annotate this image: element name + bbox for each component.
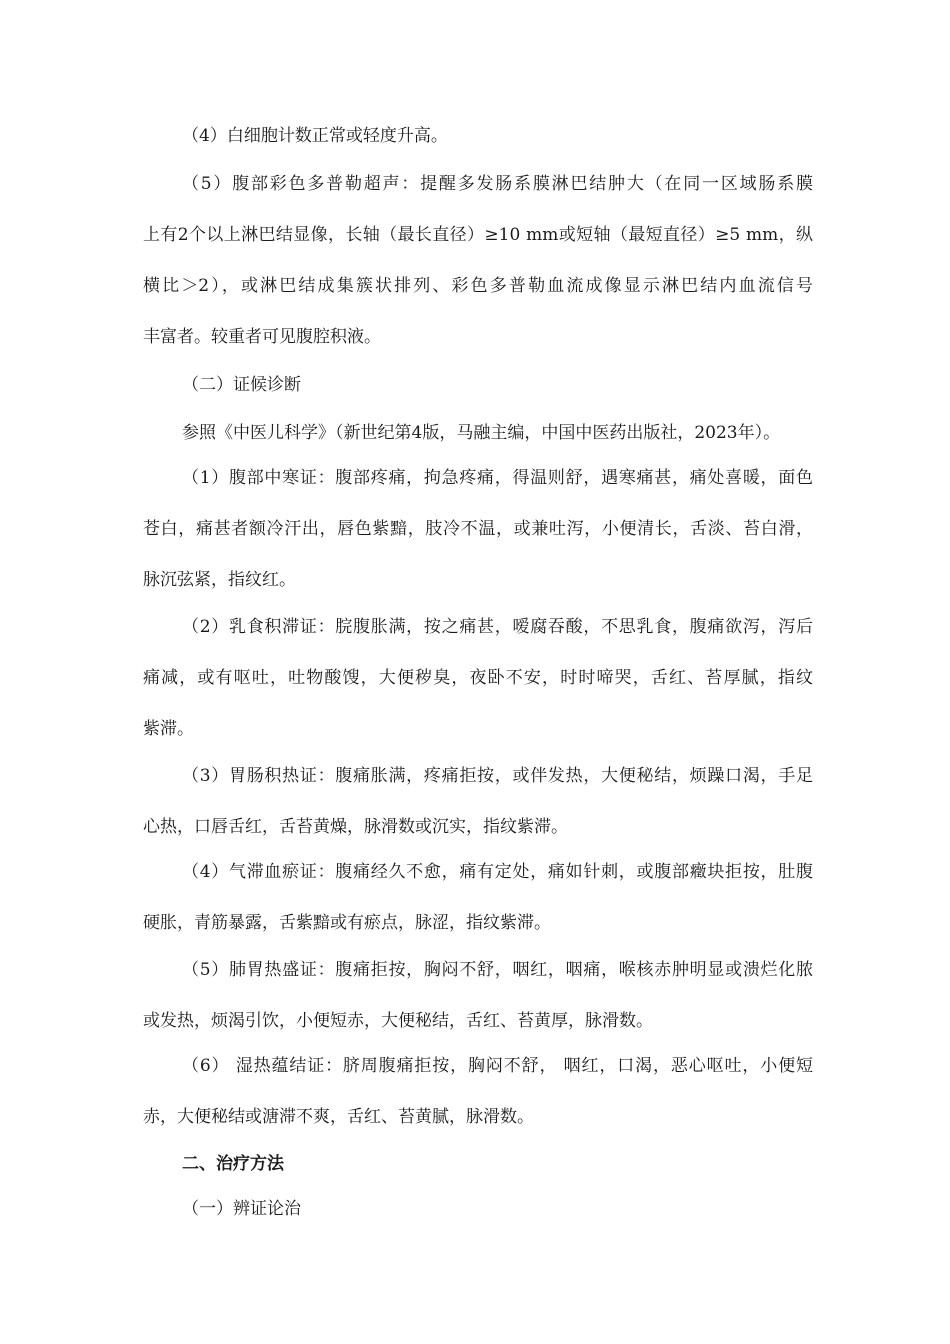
syndrome-2-line-2: 痛减，或有呕吐，吐物酸馊，大便秽臭，夜卧不安，时时啼哭，舌红、苔厚腻，指纹 <box>143 668 813 688</box>
reference-paragraph: 参照《中医儿科学》（新世纪第4版，马融主编，中国中医药出版社，2023年）。 <box>182 423 781 443</box>
syndrome-6-line-2: 赤，大便秘结或溏滞不爽，舌红、苔黄腻，脉滑数。 <box>143 1107 534 1127</box>
syndrome-5-line-1: （5）肺胃热盛证：腹痛拒按，胸闷不舒，咽红，咽痛，喉核赤肿明显或溃烂化脓 <box>182 960 813 980</box>
syndrome-2-line-1: （2）乳食积滞证：脘腹胀满，按之痛甚，嗳腐吞酸，不思乳食，腹痛欲泻，泻后 <box>182 617 813 637</box>
syndrome-1-line-3: 脉沉弦紧，指纹红。 <box>143 570 296 590</box>
syndrome-3-line-1: （3）胃肠积热证：腹痛胀满，疼痛拒按，或伴发热，大便秘结，烦躁口渴，手足 <box>182 766 813 786</box>
item-ultrasound-line-1: （5）腹部彩色多普勒超声：提醒多发肠系膜淋巴结肿大（在同一区域肠系膜 <box>182 174 813 194</box>
item-ultrasound-line-3: 横比＞2），或淋巴结成集簇状排列、彩色多普勒血流成像显示淋巴结内血流信号 <box>143 276 813 296</box>
syndrome-4-line-1: （4）气滞血瘀证：腹痛经久不愈，痛有定处，痛如针刺，或腹部癥块拒按，肚腹 <box>182 862 813 882</box>
item-wbc-count: （4）白细胞计数正常或轻度升高。 <box>182 126 448 146</box>
syndrome-5-line-2: 或发热，烦渴引饮，小便短赤，大便秘结，舌红、苔黄厚，脉滑数。 <box>143 1011 653 1031</box>
section-heading-syndrome-diagnosis: （二）证候诊断 <box>182 375 301 395</box>
item-ultrasound-line-4: 丰富者。较重者可见腹腔积液。 <box>143 327 381 347</box>
section-heading-treatment-methods: 二、治疗方法 <box>182 1154 284 1174</box>
syndrome-4-line-2: 硬胀，青筋暴露，舌紫黯或有瘀点，脉涩，指纹紫滞。 <box>143 913 551 933</box>
syndrome-1-line-2: 苍白，痛甚者额冷汗出，唇色紫黯，肢冷不温，或兼吐泻，小便清长，舌淡、苔白滑， <box>143 519 813 539</box>
item-ultrasound-line-2: 上有2个以上淋巴结显像，长轴（最长直径）≥10 mm或短轴（最短直径）≥5 mm，纵 <box>143 225 813 245</box>
syndrome-3-line-2: 心热，口唇舌红，舌苔黄燥，脉滑数或沉实，指纹紫滞。 <box>143 817 568 837</box>
subsection-heading-syndrome-differentiation: （一）辨证论治 <box>182 1199 301 1219</box>
syndrome-6-line-1: （6） 湿热蕴结证：脐周腹痛拒按，胸闷不舒， 咽红，口渴，恶心呕吐，小便短 <box>182 1056 813 1076</box>
syndrome-2-line-3: 紫滞。 <box>143 719 194 739</box>
syndrome-1-line-1: （1）腹部中寒证：腹部疼痛，拘急疼痛，得温则舒，遇寒痛甚，痛处喜暖，面色 <box>182 468 813 488</box>
